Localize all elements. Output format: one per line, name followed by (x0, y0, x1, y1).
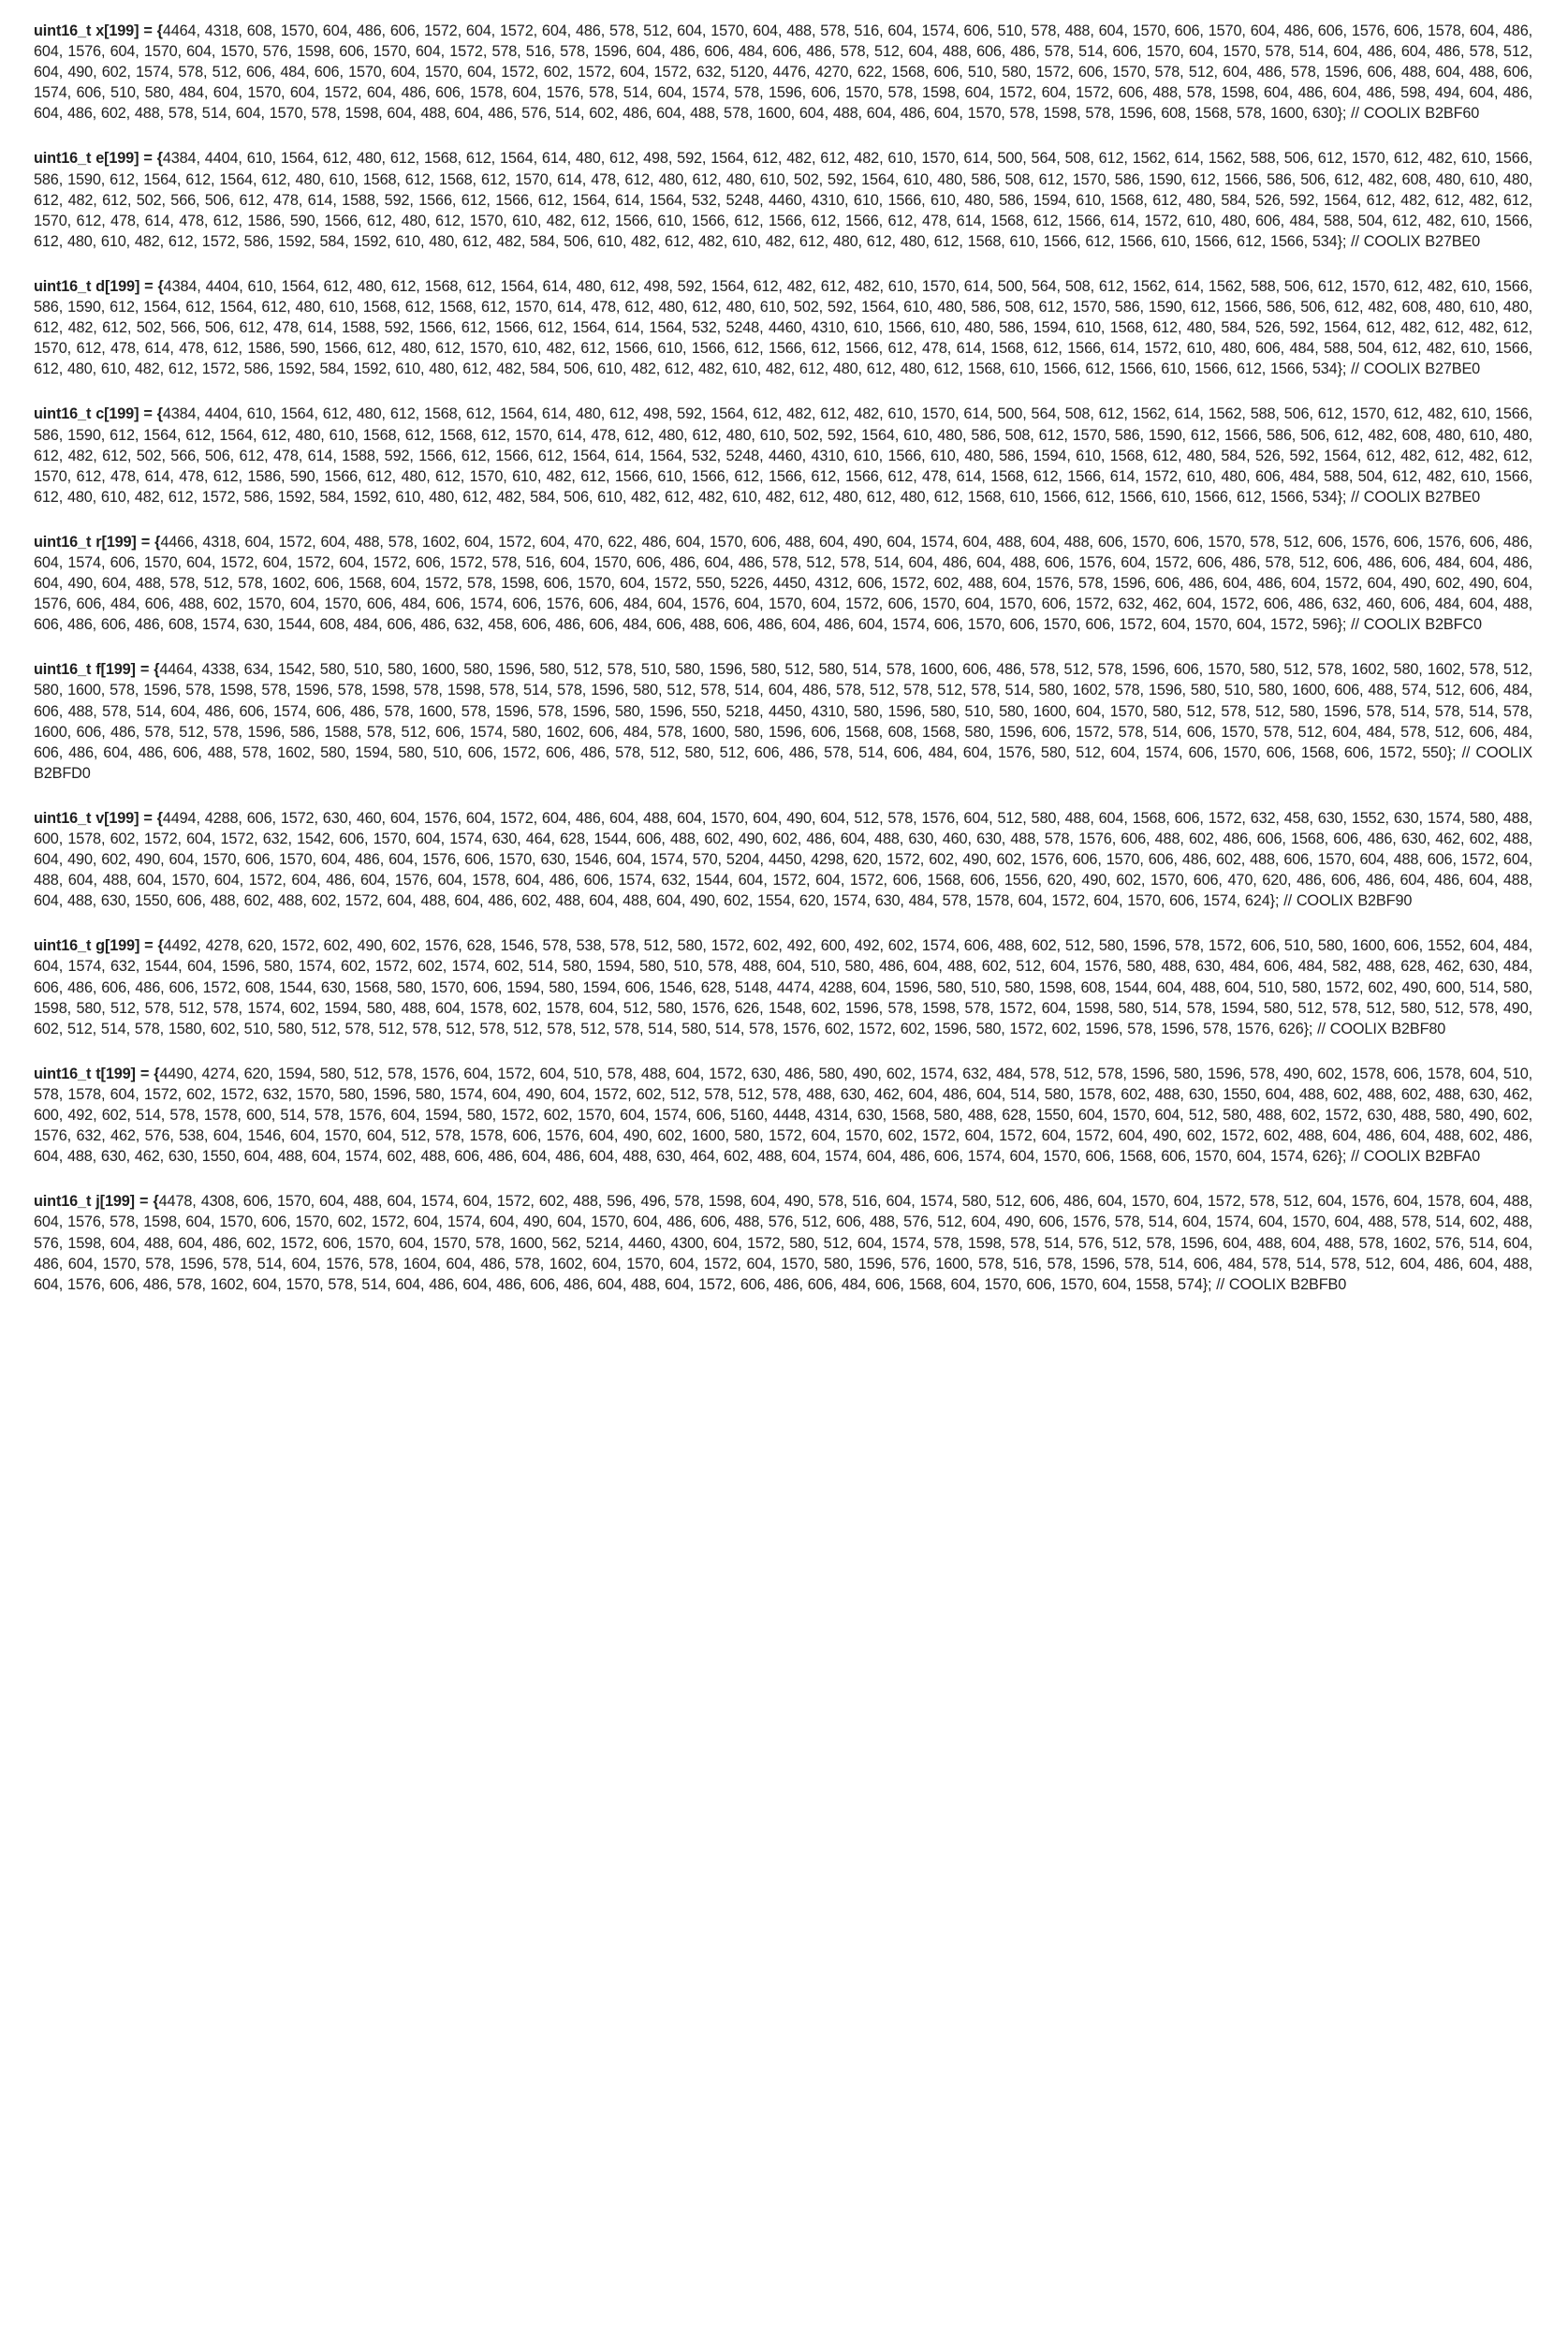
array-declaration: uint16_t t[199] = { (34, 1065, 160, 1082)
code-block-x (34, 21, 1532, 124)
code-comment: // COOLIX B2BF80 (1317, 1020, 1446, 1037)
code-comment: // COOLIX B2BF60 (1351, 105, 1480, 123)
array-close: }; (1269, 892, 1280, 910)
array-values: 4384, 4404, 610, 1564, 612, 480, 612, 1568, 612, 1564, 614, 480, 612, 498, 592, 1564, 612, 482, 612, 482, 610, 1570, 614, 500, 564, 508, 612, 1562, 614, 1562, 588, 506, 612, 1570, 612, 482, 610, 1566, 586, 1590, 612, 1564, 612, 1564, 612, 480, 610, 1568, 612, 1568, 612, 1570, 614, 478, 612, 480, 612, 480, 610, 502, 592, 1564, 610, 480, 586, 508, 612, 1570, 586, 1590, 612, 1566, 586, 506, 612, 482, 608, 480, 610, 480, 612, 482, 612, 502, 566, 506, 612, 478, 614, 1588, 592, 1566, 612, 1566, 612, 1564, 614, 1564, 532, 5248, 4460, 4310, 610, 1566, 610, 480, 586, 1594, 610, 1568, 612, 480, 584, 526, 592, 1564, 612, 482, 612, 482, 612, 1570, 612, 478, 614, 478, 612, 1586, 590, 1566, 612, 480, 612, 1570, 610, 482, 612, 1566, 610, 1566, 612, 1566, 612, 1566, 612, 478, 614, 1568, 612, 1566, 614, 1572, 610, 480, 606, 484, 588, 504, 612, 482, 610, 1566, 612, 480, 610, 482, 612, 1572, 586, 1592, 584, 1592, 610, 480, 612, 482, 584, 506, 610, 482, 612, 482, 610, 482, 612, 480, 612, 480, 612, 1568, 610, 1566, 612, 1566, 610, 1566, 612, 1566, 534 (34, 277, 1532, 378)
array-values: 4464, 4318, 608, 1570, 604, 486, 606, 1572, 604, 1572, 604, 486, 578, 512, 604, 1570, 604, 488, 578, 516, 604, 1574, 606, 510, 578, 488, 604, 1570, 606, 1570, 604, 486, 606, 1576, 606, 1578, 604, 486, 604, 1576, 604, 1570, 604, 1570, 576, 1598, 606, 1570, 604, 1572, 578, 516, 578, 1596, 604, 486, 606, 484, 606, 486, 578, 512, 604, 488, 606, 486, 578, 514, 606, 1570, 604, 1570, 578, 514, 604, 486, 604, 486, 578, 512, 604, 490, 602, 1574, 578, 512, 606, 484, 606, 1570, 604, 1570, 604, 1572, 602, 1572, 604, 1572, 632, 5120, 4476, 4270, 622, 1568, 606, 510, 580, 1572, 606, 1570, 578, 512, 604, 486, 578, 1596, 606, 488, 604, 488, 606, 1574, 606, 510, 580, 484, 604, 1570, 604, 1572, 604, 486, 606, 1578, 604, 1576, 578, 514, 604, 1574, 578, 1596, 606, 1570, 578, 1598, 604, 1572, 604, 1572, 606, 488, 578, 1598, 604, 486, 604, 486, 598, 494, 604, 486, 604, 486, 602, 488, 578, 514, 604, 1570, 578, 1598, 604, 488, 604, 486, 576, 514, 602, 486, 604, 488, 578, 1600, 604, 488, 604, 486, 604, 1570, 578, 1598, 578, 1596, 608, 1568, 578, 1600, 630 (34, 22, 1532, 123)
array-values: 4494, 4288, 606, 1572, 630, 460, 604, 1576, 604, 1572, 604, 486, 604, 488, 604, 1570, 604, 490, 604, 512, 578, 1576, 604, 512, 580, 488, 604, 1568, 606, 1572, 632, 458, 630, 1552, 630, 1574, 580, 488, 600, 1578, 602, 1572, 604, 1572, 632, 1542, 606, 1570, 604, 1574, 630, 464, 628, 1544, 606, 488, 602, 490, 602, 486, 604, 488, 630, 460, 630, 488, 578, 1576, 606, 488, 602, 486, 606, 1568, 606, 486, 630, 462, 602, 488, 604, 490, 602, 490, 604, 1570, 606, 1570, 604, 486, 604, 1576, 606, 1570, 630, 1546, 604, 1574, 570, 5204, 4450, 4298, 620, 1572, 602, 490, 602, 1576, 606, 1570, 606, 486, 602, 488, 606, 1570, 604, 488, 606, 1572, 604, 488, 604, 488, 604, 1570, 604, 1572, 604, 486, 604, 1576, 604, 1578, 604, 486, 606, 1574, 632, 1544, 604, 1572, 604, 1572, 606, 1568, 606, 1556, 620, 490, 602, 1570, 606, 470, 620, 486, 606, 486, 604, 486, 604, 488, 604, 488, 630, 1550, 606, 488, 602, 488, 602, 1572, 604, 488, 604, 486, 602, 488, 604, 488, 604, 490, 602, 1554, 620, 1574, 630, 484, 578, 1578, 604, 1572, 604, 1570, 606, 1574, 624 (34, 809, 1532, 910)
code-block-d (34, 276, 1532, 379)
array-values: 4464, 4338, 634, 1542, 580, 510, 580, 1600, 580, 1596, 580, 512, 578, 510, 580, 1596, 580, 512, 580, 514, 578, 1600, 606, 486, 578, 512, 578, 1596, 606, 1570, 580, 512, 578, 1602, 580, 1602, 578, 512, 580, 1600, 578, 1596, 578, 1598, 578, 1596, 578, 1598, 578, 1598, 578, 514, 578, 1596, 580, 512, 578, 514, 604, 486, 578, 512, 578, 512, 578, 514, 580, 1602, 578, 1596, 580, 510, 580, 1600, 606, 488, 574, 512, 606, 484, 606, 488, 578, 514, 604, 486, 606, 1574, 606, 486, 578, 1600, 578, 1596, 578, 1596, 580, 1596, 550, 5218, 4450, 4310, 580, 1596, 580, 510, 580, 1600, 604, 1570, 580, 512, 578, 512, 580, 1596, 578, 514, 578, 514, 578, 1600, 606, 486, 578, 512, 578, 1596, 586, 1588, 578, 512, 606, 1574, 580, 1602, 606, 484, 578, 1600, 580, 1596, 606, 1568, 608, 1568, 580, 1596, 606, 1572, 578, 514, 606, 1570, 578, 512, 604, 484, 578, 512, 606, 484, 606, 486, 604, 486, 606, 488, 578, 1602, 580, 1594, 580, 510, 606, 1572, 606, 486, 578, 512, 580, 512, 606, 486, 578, 514, 606, 484, 604, 1576, 580, 512, 604, 1574, 606, 1570, 606, 1568, 606, 1572, 550 (34, 661, 1532, 761)
array-close: }; (1337, 360, 1347, 378)
array-values: 4490, 4274, 620, 1594, 580, 512, 578, 1576, 604, 1572, 604, 510, 578, 488, 604, 1572, 630, 486, 580, 490, 602, 1574, 632, 484, 578, 512, 578, 1596, 580, 1596, 578, 490, 602, 1578, 606, 1578, 604, 510, 578, 1578, 604, 1572, 602, 1572, 632, 1570, 580, 1596, 580, 1574, 604, 490, 604, 1572, 602, 512, 578, 512, 578, 488, 630, 462, 604, 486, 604, 514, 580, 1578, 602, 488, 630, 1550, 604, 488, 602, 488, 602, 488, 630, 462, 600, 492, 602, 514, 578, 1578, 600, 514, 578, 1576, 604, 1594, 580, 1572, 602, 1570, 604, 1574, 606, 5160, 4448, 4314, 630, 1568, 580, 488, 628, 1550, 604, 1570, 604, 512, 580, 488, 602, 1572, 630, 488, 580, 490, 602, 1576, 632, 462, 576, 538, 604, 1546, 604, 1570, 604, 512, 578, 1578, 606, 1576, 604, 490, 602, 1600, 580, 1572, 604, 1570, 602, 1572, 604, 1572, 604, 1572, 604, 490, 602, 1572, 602, 488, 604, 486, 604, 488, 602, 486, 604, 488, 630, 462, 630, 1550, 604, 488, 604, 1574, 602, 488, 606, 486, 604, 486, 604, 488, 630, 464, 602, 488, 604, 1574, 604, 486, 606, 1574, 604, 1570, 606, 1568, 606, 1570, 604, 1574, 626 (34, 1065, 1532, 1166)
array-declaration: uint16_t j[199] = { (34, 1193, 159, 1211)
array-close: }; (1303, 1020, 1313, 1037)
code-comment: // COOLIX B2BFC0 (1351, 616, 1482, 634)
array-values: 4466, 4318, 604, 1572, 604, 488, 578, 1602, 604, 1572, 604, 470, 622, 486, 604, 1570, 606, 488, 604, 490, 604, 1574, 604, 488, 604, 488, 606, 1570, 606, 1570, 578, 512, 606, 1576, 606, 1576, 606, 486, 604, 1574, 606, 1570, 604, 1572, 604, 1572, 604, 1572, 606, 1572, 578, 516, 604, 1570, 606, 486, 604, 486, 578, 512, 578, 514, 604, 486, 604, 488, 606, 1576, 604, 1572, 606, 486, 578, 512, 606, 486, 606, 484, 604, 486, 604, 490, 604, 488, 578, 512, 578, 1602, 606, 1568, 604, 1572, 578, 1598, 606, 1570, 604, 1572, 550, 5226, 4450, 4312, 606, 1572, 602, 488, 604, 1576, 578, 1596, 606, 486, 604, 486, 604, 1572, 604, 490, 602, 490, 604, 1576, 606, 484, 606, 488, 602, 1570, 604, 1570, 606, 484, 606, 1574, 606, 1576, 606, 484, 604, 1576, 604, 1570, 604, 1572, 606, 1570, 604, 1570, 606, 1572, 632, 462, 604, 1572, 606, 486, 632, 460, 606, 484, 604, 488, 606, 486, 606, 486, 608, 1574, 630, 1544, 608, 484, 606, 486, 632, 458, 606, 486, 606, 484, 606, 488, 606, 486, 604, 486, 604, 1574, 606, 1570, 606, 1570, 606, 1572, 604, 1570, 604, 1572, 596 (34, 533, 1532, 634)
code-block-e (34, 148, 1532, 251)
array-values: 4384, 4404, 610, 1564, 612, 480, 612, 1568, 612, 1564, 614, 480, 612, 498, 592, 1564, 612, 482, 612, 482, 610, 1570, 614, 500, 564, 508, 612, 1562, 614, 1562, 588, 506, 612, 1570, 612, 482, 610, 1566, 586, 1590, 612, 1564, 612, 1564, 612, 480, 610, 1568, 612, 1568, 612, 1570, 614, 478, 612, 480, 612, 480, 610, 502, 592, 1564, 610, 480, 586, 508, 612, 1570, 586, 1590, 612, 1566, 586, 506, 612, 482, 608, 480, 610, 480, 612, 482, 612, 502, 566, 506, 612, 478, 614, 1588, 592, 1566, 612, 1566, 612, 1564, 614, 1564, 532, 5248, 4460, 4310, 610, 1566, 610, 480, 586, 1594, 610, 1568, 612, 480, 584, 526, 592, 1564, 612, 482, 612, 482, 612, 1570, 612, 478, 614, 478, 612, 1586, 590, 1566, 612, 480, 612, 1570, 610, 482, 612, 1566, 610, 1566, 612, 1566, 612, 1566, 612, 478, 614, 1568, 612, 1566, 614, 1572, 610, 480, 606, 484, 588, 504, 612, 482, 610, 1566, 612, 480, 610, 482, 612, 1572, 586, 1592, 584, 1592, 610, 480, 612, 482, 584, 506, 610, 482, 612, 482, 610, 482, 612, 480, 612, 480, 612, 1568, 610, 1566, 612, 1566, 610, 1566, 612, 1566, 534 (34, 150, 1532, 250)
array-declaration: uint16_t g[199] = { (34, 937, 164, 955)
code-block-g (34, 935, 1532, 1038)
array-values: 4492, 4278, 620, 1572, 602, 490, 602, 1576, 628, 1546, 578, 538, 578, 512, 580, 1572, 602, 492, 600, 492, 602, 1574, 606, 488, 602, 512, 580, 1596, 578, 1572, 606, 510, 580, 1600, 606, 1552, 604, 484, 604, 1574, 632, 1544, 604, 1596, 580, 1574, 602, 1572, 602, 1574, 602, 514, 580, 1594, 580, 510, 578, 488, 604, 510, 580, 486, 604, 488, 602, 512, 604, 1576, 580, 488, 630, 484, 606, 484, 582, 488, 628, 462, 630, 484, 606, 486, 606, 486, 606, 1572, 608, 1544, 630, 1568, 580, 1570, 606, 1594, 580, 1594, 606, 1546, 628, 5148, 4474, 4288, 604, 1596, 580, 510, 580, 1598, 608, 1544, 604, 488, 604, 510, 580, 1572, 602, 490, 600, 514, 580, 1598, 580, 512, 578, 512, 578, 1574, 602, 1594, 580, 488, 604, 1578, 602, 1578, 604, 512, 580, 1576, 626, 1548, 602, 1596, 578, 1598, 578, 1572, 604, 1598, 580, 514, 578, 1594, 580, 512, 578, 512, 580, 512, 578, 490, 602, 512, 514, 578, 1580, 602, 510, 580, 512, 578, 512, 578, 512, 578, 512, 578, 512, 578, 514, 580, 514, 578, 1576, 602, 1572, 602, 1596, 580, 1572, 602, 1596, 578, 1596, 578, 1576, 626 (34, 937, 1532, 1037)
code-comment: // COOLIX B2BF90 (1283, 892, 1413, 910)
array-close: }; (1202, 1275, 1212, 1293)
array-declaration: uint16_t e[199] = { (34, 150, 163, 168)
code-block-t (34, 1064, 1532, 1167)
code-block-c (34, 404, 1532, 507)
array-close: }; (1337, 488, 1347, 506)
array-declaration: uint16_t f[199] = { (34, 661, 160, 679)
array-close: }; (1337, 1148, 1347, 1166)
array-values: 4384, 4404, 610, 1564, 612, 480, 612, 1568, 612, 1564, 614, 480, 612, 498, 592, 1564, 612, 482, 612, 482, 610, 1570, 614, 500, 564, 508, 612, 1562, 614, 1562, 588, 506, 612, 1570, 612, 482, 610, 1566, 586, 1590, 612, 1564, 612, 1564, 612, 480, 610, 1568, 612, 1568, 612, 1570, 614, 478, 612, 480, 612, 480, 610, 502, 592, 1564, 610, 480, 586, 508, 612, 1570, 586, 1590, 612, 1566, 586, 506, 612, 482, 608, 480, 610, 480, 612, 482, 612, 502, 566, 506, 612, 478, 614, 1588, 592, 1566, 612, 1566, 612, 1564, 614, 1564, 532, 5248, 4460, 4310, 610, 1566, 610, 480, 586, 1594, 610, 1568, 612, 480, 584, 526, 592, 1564, 612, 482, 612, 482, 612, 1570, 612, 478, 614, 478, 612, 1586, 590, 1566, 612, 480, 612, 1570, 610, 482, 612, 1566, 610, 1566, 612, 1566, 612, 1566, 612, 478, 614, 1568, 612, 1566, 614, 1572, 610, 480, 606, 484, 588, 504, 612, 482, 610, 1566, 612, 480, 610, 482, 612, 1572, 586, 1592, 584, 1592, 610, 480, 612, 482, 584, 506, 610, 482, 612, 482, 610, 482, 612, 480, 612, 480, 612, 1568, 610, 1566, 612, 1566, 610, 1566, 612, 1566, 534 (34, 405, 1532, 506)
array-close: }; (1337, 105, 1347, 123)
code-comment: // COOLIX B27BE0 (1351, 488, 1481, 506)
code-comment: // COOLIX B2BFA0 (1351, 1148, 1481, 1166)
array-declaration: uint16_t v[199] = { (34, 809, 163, 827)
code-block-j (34, 1191, 1532, 1294)
array-close: }; (1446, 743, 1457, 761)
array-declaration: uint16_t r[199] = { (34, 533, 161, 551)
array-values: 4478, 4308, 606, 1570, 604, 488, 604, 1574, 604, 1572, 602, 488, 596, 496, 578, 1598, 604, 490, 578, 516, 604, 1574, 580, 512, 606, 486, 604, 1570, 604, 1572, 578, 512, 604, 1576, 604, 1578, 604, 488, 604, 1576, 578, 1598, 604, 1570, 606, 1570, 602, 1572, 604, 1574, 604, 490, 604, 1570, 604, 486, 606, 488, 576, 512, 606, 488, 576, 512, 604, 490, 606, 1576, 578, 514, 604, 1574, 604, 1570, 604, 488, 578, 514, 602, 488, 576, 1598, 604, 488, 604, 486, 602, 1572, 606, 1570, 604, 1570, 578, 1600, 562, 5214, 4460, 4300, 604, 1572, 580, 512, 604, 1574, 578, 1598, 578, 514, 576, 512, 578, 1596, 604, 488, 604, 488, 578, 1602, 576, 514, 604, 486, 604, 1570, 578, 1596, 578, 514, 604, 1576, 578, 1604, 604, 486, 578, 1602, 604, 1570, 604, 1572, 604, 1570, 580, 1596, 576, 1600, 578, 516, 578, 1596, 578, 514, 606, 484, 578, 514, 578, 512, 604, 486, 604, 488, 604, 1576, 606, 486, 578, 1602, 604, 1570, 578, 514, 604, 486, 604, 486, 606, 486, 604, 488, 604, 1572, 606, 486, 606, 484, 606, 1568, 604, 1570, 606, 1570, 604, 1558, 574 (34, 1193, 1532, 1293)
array-close: }; (1337, 232, 1347, 250)
array-declaration: uint16_t d[199] = { (34, 277, 164, 295)
code-comment: // COOLIX B27BE0 (1351, 232, 1481, 250)
array-declaration: uint16_t x[199] = { (34, 22, 163, 39)
code-comment: // COOLIX B2BFB0 (1216, 1275, 1347, 1293)
code-block-r (34, 532, 1532, 635)
code-block-v (34, 808, 1532, 911)
array-declaration: uint16_t c[199] = { (34, 405, 163, 423)
code-comment: // COOLIX B2BFD0 (34, 743, 1532, 782)
code-comment: // COOLIX B27BE0 (1351, 360, 1481, 378)
array-close: }; (1337, 616, 1347, 634)
code-block-f (34, 659, 1532, 784)
